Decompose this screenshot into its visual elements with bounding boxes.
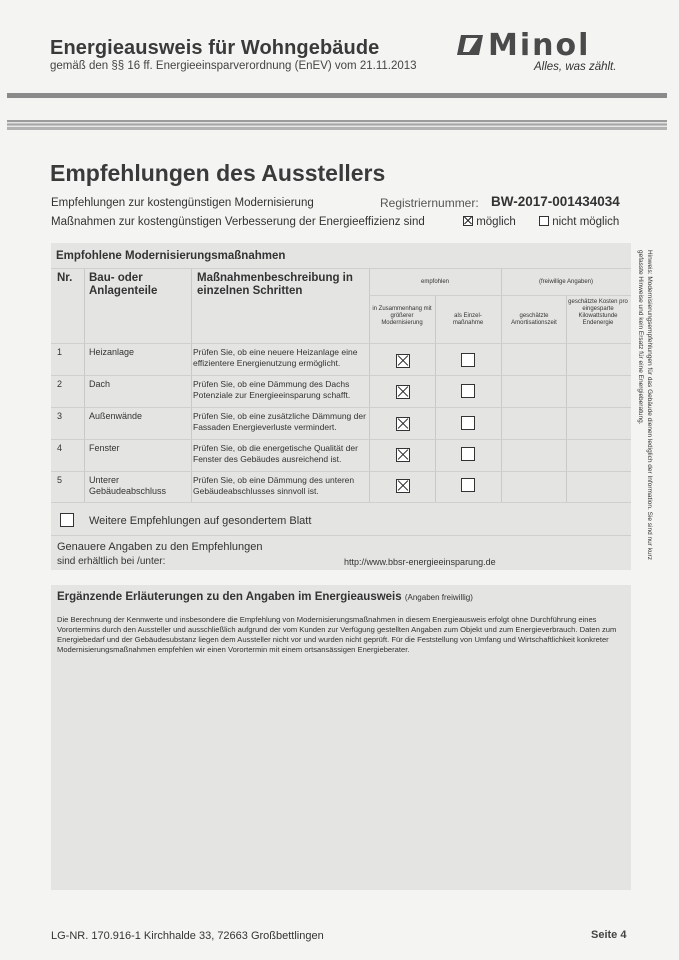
row-2-nr: 2 — [57, 379, 63, 389]
col-header-part: Bau- oder Anlagenteile — [89, 272, 158, 297]
row-5-single-checkbox[interactable] — [461, 478, 475, 492]
more-recommendations-checkbox[interactable] — [60, 513, 74, 527]
header-rule — [7, 93, 667, 98]
side-note-text: Hinweis: Modernisierungsempfehlungen für das Gebäude dienen lediglich der Information. Sie sind nur kurz gefasste Hinweise und kein Ersatz für eine Energieberatung. — [637, 250, 653, 561]
option-not-possible[interactable] — [539, 216, 619, 228]
row-4-single-checkbox[interactable] — [461, 447, 475, 461]
recommendations-title: Empfohlene Modernisierungsmaßnahmen — [56, 250, 286, 262]
table-divider — [51, 535, 631, 536]
row-3-description: Prüfen Sie, ob eine zusätzliche Dämmung der Fassaden Energieverluste vermindert. — [193, 411, 366, 432]
table-divider — [51, 439, 631, 440]
row-1-part: Heizanlage — [89, 347, 135, 357]
table-divider — [51, 471, 631, 472]
table-divider — [51, 343, 631, 344]
brand-logo: Minol — [488, 28, 591, 63]
table-divider — [369, 295, 631, 296]
col-header-recommended: empfohlen — [420, 279, 450, 285]
row-5-combined-checkbox[interactable] — [396, 479, 410, 493]
row-1-combined-checkbox[interactable] — [396, 354, 410, 368]
table-divider — [191, 268, 192, 502]
row-5-description: Prüfen Sie, ob eine Dämmung des unteren Gebäudeabschlusses sinnvoll ist. — [193, 475, 355, 496]
more-recommendations-label: Weitere Empfehlungen auf gesondertem Blatt — [89, 515, 312, 527]
row-3-single-checkbox[interactable] — [461, 416, 475, 430]
subheader-amortization: geschätzte Amortisationszeit — [511, 313, 557, 326]
supplementary-title — [57, 591, 473, 603]
table-divider — [369, 268, 370, 502]
page-heading: Empfehlungen des Ausstellers — [50, 160, 386, 186]
col-header-optional: (freiwillige Angaben) — [538, 279, 594, 285]
supplementary-text: Die Berechnung der Kennwerte und insbesondere die Empfehlung von Modernisierungsmaßnahmen in diesem Energieausweis erfolgt ohne Durchführung eines Vorortermins durch den Aussteller und ausschließlich aufgrund der vom Kunden zur Verfügung gestellten Angaben zum Objekt und zum Energieverbrauch. Daten zum Energiebedarf und der Gebäudesubstanz liegen dem Aussteller nicht vor und wurden nicht geprüft. Für die Feststellung von Umfang und Wirtschaftlichkeit konkreter Modernisierungsmaßnahmen empfehlen wir einen Vorortermin mit einem ortsansässigen Energieberater. — [57, 615, 617, 654]
registration-label: Registriernummer: — [380, 196, 479, 210]
row-2-single-checkbox[interactable] — [461, 384, 475, 398]
row-2-description: Prüfen Sie, ob eine Dämmung des Dachs Potenziale zur Energieeinsparung schafft. — [193, 379, 351, 400]
option-not-possible-label: nicht möglich — [552, 216, 620, 228]
footer-address: LG-NR. 170.916-1 Kirchhalde 33, 72663 Großbettlingen — [51, 930, 324, 942]
row-5-nr: 5 — [57, 475, 63, 485]
supplementary-title-note: (Angaben freiwillig) — [404, 593, 473, 602]
minol-logo-mark-icon — [457, 35, 483, 55]
row-3-part: Außenwände — [89, 411, 143, 421]
details-url[interactable]: http://www.bbsr-energieeinsparung.de — [344, 557, 496, 567]
table-divider — [51, 407, 631, 408]
row-1-single-checkbox[interactable] — [461, 353, 475, 367]
col-header-nr: Nr. — [57, 272, 73, 284]
row-1-description: Prüfen Sie, ob eine neuere Heizanlage eine effizientere Energienutzung ermöglicht. — [193, 347, 358, 368]
brand-slogan: Alles, was zählt. — [534, 61, 617, 73]
subheader-combined: in Zusammenhang mit größerer Modernisierung — [372, 306, 432, 326]
row-4-nr: 4 — [57, 443, 63, 453]
subheader-single: als Einzel-maßnahme — [452, 313, 484, 326]
row-4-description: Prüfen Sie, ob die energetische Qualität der Fenster des Gebäudes ausreichend ist. — [193, 443, 358, 464]
row-1-nr: 1 — [57, 347, 63, 357]
subheader-costs: geschätzte Kosten pro eingesparte Kilowattstunde Endenergie — [568, 299, 628, 326]
row-2-combined-checkbox[interactable] — [396, 385, 410, 399]
document-subtitle: gemäß den §§ 16 ff. Energieeinsparverordnung (EnEV) vom 21.11.2013 — [50, 60, 417, 72]
row-2-part: Dach — [89, 379, 111, 389]
table-divider — [501, 268, 502, 502]
table-divider — [51, 268, 631, 269]
details-label-line1: Genauere Angaben zu den Empfehlungen — [57, 541, 263, 553]
table-divider — [84, 268, 85, 502]
option-possible-label: möglich — [476, 216, 516, 228]
row-3-combined-checkbox[interactable] — [396, 417, 410, 431]
document-title: Energieausweis für Wohngebäude — [50, 37, 380, 59]
option-possible[interactable] — [463, 216, 516, 228]
checkbox-empty-icon[interactable] — [539, 216, 549, 226]
page-number: Seite 4 — [591, 929, 627, 941]
measures-statement: Maßnahmen zur kostengünstigen Verbesserung der Energieeffizienz sind — [51, 216, 425, 228]
header-band — [7, 120, 667, 130]
table-divider — [51, 375, 631, 376]
table-divider — [51, 502, 631, 503]
registration-number: BW-2017-001434034 — [491, 194, 620, 209]
row-4-part: Fenster — [89, 443, 120, 453]
row-5-part: Unterer Gebäudeabschluss — [89, 475, 167, 496]
row-3-nr: 3 — [57, 411, 63, 421]
col-header-description: Maßnahmenbeschreibung in einzelnen Schritten — [197, 272, 353, 297]
details-label-line2: sind erhältlich bei /unter: — [57, 556, 166, 567]
row-4-combined-checkbox[interactable] — [396, 448, 410, 462]
supplementary-title-text: Ergänzende Erläuterungen zu den Angaben im Energieausweis — [57, 591, 402, 603]
modernization-subheading: Empfehlungen zur kostengünstigen Modernisierung — [51, 197, 314, 209]
checkbox-checked-icon[interactable] — [463, 216, 473, 226]
side-note — [629, 250, 654, 575]
